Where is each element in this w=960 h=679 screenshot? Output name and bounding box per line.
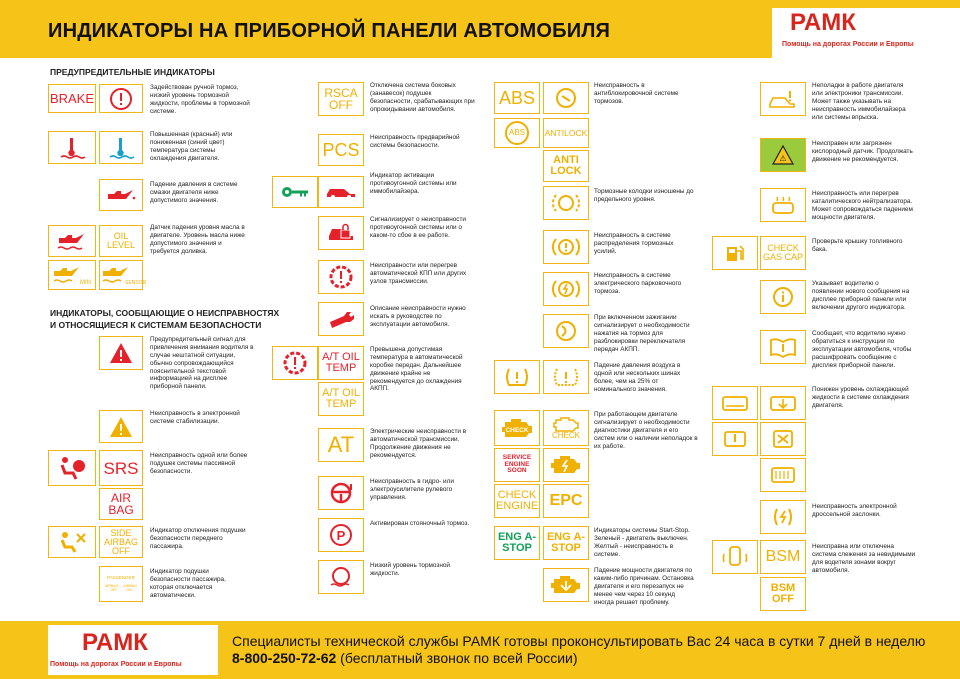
oil-level-text-indicator: OIL LEVEL <box>99 225 143 257</box>
transmission-gear-icon <box>318 260 364 294</box>
footer-phone-note: (бесплатный звонок по всей России) <box>336 650 578 666</box>
coolant-level-tank-icon <box>712 386 758 420</box>
oil-min-icon <box>48 260 96 290</box>
svg-text:P: P <box>336 528 346 543</box>
footer-phone-line <box>232 650 578 666</box>
abs-text-indicator: ABS <box>494 82 540 114</box>
coolant-tank-thermo-icon <box>712 422 758 456</box>
service-engine-soon-indicator: SERVICE ENGINE SOON <box>494 448 540 482</box>
coolant-temp-blue-icon <box>99 131 143 164</box>
oil-sensor-icon <box>99 260 147 290</box>
desc-bsm: Неисправна или отключена система слежения за невидимыми для водителя зонами вокруг автомобиля. <box>812 543 916 574</box>
logo-tagline: Помощь на дорогах России и Европы <box>782 41 914 48</box>
desc-oil-pressure: Падение давления в системе смазки двигателя ниже допустимого значения. <box>150 181 238 204</box>
logo-text: РАМК <box>790 9 856 36</box>
immobilizer-car-icon <box>318 176 364 208</box>
gas-cap-pump-icon <box>712 236 758 270</box>
bsm-car-icon <box>712 540 758 574</box>
eng-astop-yellow-indicator: ENG A-STOP <box>543 526 589 560</box>
svg-text:⚠: ⚠ <box>779 154 787 163</box>
srs-text-indicator: SRS <box>99 450 143 486</box>
side-airbag-off-text-indicator: SIDE AIRBAG OFF <box>99 526 143 558</box>
section-warning-title: ПРЕДУПРЕДИТЕЛЬНЫЕ ИНДИКАТОРЫ <box>50 67 215 77</box>
desc-pads: Тормозные колодки изношены до предельного уровня. <box>594 188 694 203</box>
svg-text:CHECK: CHECK <box>505 427 529 434</box>
radiator-icon <box>760 458 806 492</box>
footer-logo-text: РАМК <box>82 629 148 656</box>
passenger-airbag-indicator: PASSENGER AIRBAG AIRBAG OFF ON <box>99 566 143 602</box>
abs-ring-icon: ABS <box>494 118 540 148</box>
footer-logo-tagline: Помощь на дорогах России и Европы <box>50 661 182 668</box>
rsca-off-text-indicator: RSCA OFF <box>318 82 364 116</box>
desc-steering: Неисправность в гидро- или электроусилителе рулевого управления. <box>370 478 454 501</box>
tire-pressure-alt-icon <box>543 360 589 394</box>
desc-malfunction: Неполадки в работе двигателя или электроники трансмиссии. Может также указывать на неисправность иммобилайзера или системы впрыска. <box>812 82 906 121</box>
desc-wrench: Описание неисправности нужно искать в руководстве по эксплуатации автомобиля. <box>370 305 466 328</box>
immobilizer-key-icon <box>272 176 318 208</box>
at-oil-temp-red-indicator: A/T OIL TEMP <box>318 346 364 380</box>
desc-at: Электрические неисправности в автоматической трансмиссии. Продолжение движения не рекомендуется. <box>370 428 467 459</box>
antilock-text-indicator: ANTILOCK <box>543 118 589 148</box>
warning-triangle-red-icon <box>99 336 143 370</box>
desc-shift: При включенном зажигании сигнализирует о необходимости нажатия на тормоз для разблокировки переключателя передач АКПП. <box>594 314 690 353</box>
desc-at-oil-temp: Превышена допустимая температура в автоматической коробке передач. Дальнейшее движение крайне не рекомендуется до охлаждения АКПП. <box>370 346 463 393</box>
at-oil-gear-icon <box>272 346 318 380</box>
epc-text-indicator: EPC <box>543 484 589 518</box>
desc-epb: Неисправность в системе электрического парковочного тормоза. <box>594 272 682 295</box>
coolant-level-arrow-icon <box>760 386 806 420</box>
header-logo <box>772 8 960 60</box>
desc-warning: Предупредительный сигнал для привлечения внимания водителя в случае нештатной ситуации, обычно сопровождающийся пояснительной текстовой информацией на дисплее приборной панели. <box>150 336 254 391</box>
manual-book-icon <box>760 330 806 364</box>
desc-tire: Падение давления воздуха в одной или нескольких шинах более, чем на 25% от номинального значения. <box>594 362 681 393</box>
desc-passenger-airbag: Индикатор подушки безопасности пассажира, которая отключается автоматически. <box>150 568 226 599</box>
check-gas-cap-text-indicator: CHECK GAS CAP <box>760 236 806 270</box>
air-bag-text-indicator: AIR BAG <box>99 488 143 520</box>
desc-stability: Неисправность в электронной системе стабилизации. <box>150 410 240 425</box>
brake-circle-icon <box>99 84 143 113</box>
power-loss-engine-icon <box>543 568 589 602</box>
brake-text-indicator: BRAKE <box>48 84 96 113</box>
desc-gas-cap: Проверьте крышку топливного бака. <box>812 238 903 253</box>
desc-pcs: Неисправность предварийной системы безопасности. <box>370 134 460 149</box>
desc-oxygen: Неисправен или загрязнен кислородный датчик. Продолжать движение не рекомендуется. <box>812 140 913 163</box>
malfunction-car-icon <box>760 82 806 116</box>
desc-oil-level: Датчик падения уровня масла в двигателе. Уровень масла ниже допустимого значения и требуется доливка. <box>150 224 245 255</box>
oil-level-red-icon <box>48 225 96 257</box>
brake-fluid-icon <box>318 560 364 594</box>
page-title: ИНДИКАТОРЫ НА ПРИБОРНОЙ ПАНЕЛИ АВТОМОБИЛЯ <box>48 20 611 42</box>
desc-immobilizer: Индикатор активации противоугонной системы или иммобилайзера. <box>370 172 457 195</box>
airbag-off-person-icon <box>48 526 96 558</box>
svg-text:MIN: MIN <box>80 280 91 286</box>
desc-engine-check: При работающем двигателе сигнализирует о необходимости диагностики двигателя и его систем или о наличии неполадок в их работе. <box>594 411 698 450</box>
footer-service-text: Специалисты технической службы РАМК готовы проконсультировать Вас 24 часа в сутки 7 дней в неделю <box>232 633 926 649</box>
catalyst-icon <box>760 188 806 222</box>
desc-brake-fluid: Низкий уровень тормозной жидкости. <box>370 562 450 577</box>
airbag-person-icon <box>48 450 96 486</box>
check-engine-shape-icon <box>494 410 540 446</box>
at-text-indicator: AT <box>318 428 364 462</box>
check-engine-text-indicator: CHECK ENGINE <box>494 484 540 518</box>
anti-lock-text-indicator: ANTI LOCK <box>543 150 589 182</box>
bsm-off-text-indicator: BSM OFF <box>760 577 806 611</box>
desc-start-stop: Индикаторы системы Start-Stop. Зеленый - двигатель выключен. Желтый - неисправность в системе. <box>594 527 690 558</box>
engine-lightning-icon <box>543 448 589 482</box>
desc-info: Указывает водителю о появлении нового сообщения на дисплее приборной панели или включении другого индикатора. <box>812 280 910 311</box>
pcs-text-indicator: PCS <box>318 134 364 166</box>
parking-brake-icon <box>318 518 364 552</box>
desc-rsca: Отключена система боковых (занавесок) подушек безопасности, срабатывающих при опрокидывании автомобиля. <box>370 82 475 113</box>
tire-pressure-icon <box>494 360 540 394</box>
throttle-icon <box>760 500 806 534</box>
check-engine-outline-icon: CHECK <box>543 410 589 446</box>
desc-abs: Неисправность в антиблокировочной системе тормозов. <box>594 82 679 105</box>
desc-transmission: Неисправности или перегрев автоматической КПП или других узлов трансмиссии. <box>370 262 467 285</box>
desc-power-loss: Падение мощности двигателя по каким-либо причинам. Остановка двигателя и его перезапуск не менее чем через 10 секунд иногда решает проблему. <box>594 567 694 606</box>
eng-astop-green-indicator: ENG A-STOP <box>494 526 540 560</box>
shift-lock-icon <box>543 314 589 348</box>
desc-throttle: Неисправность электронной дроссельной заслонки. <box>812 503 897 518</box>
radiator-cross-icon <box>760 422 806 456</box>
wrench-icon <box>318 302 364 336</box>
at-oil-temp-yellow-indicator: A/T OIL TEMP <box>318 382 364 416</box>
desc-manual: Сообщает, что водителю нужно обратиться к инструкции по эксплуатации автомобиля, чтобы расшифровать сообщение с дисплея приборной панели. <box>812 330 912 369</box>
footer-phone-number[interactable]: 8-800-250-72-62 <box>232 650 337 666</box>
brake-pads-icon <box>543 186 589 220</box>
brake-distribution-icon <box>543 230 589 264</box>
bsm-text-indicator: BSM <box>760 540 806 574</box>
desc-antitheft: Сигнализирует о неисправности противоугонной системы или о каком-то сбое в ее работе. <box>370 216 466 239</box>
antitheft-car-lock-icon <box>318 216 364 250</box>
steering-wheel-icon <box>318 476 364 510</box>
desc-coolant-level: Понижен уровень охлаждающей жидкости в системе охлаждения двигателя. <box>812 386 909 409</box>
desc-srs: Неисправность одной или более подушек системы пассивной безопасности. <box>150 452 248 475</box>
desc-passenger-airbag-off: Индикатор отключения подушки безопасности переднего пассажира. <box>150 527 246 550</box>
desc-distribution: Неисправность в системе распределения тормозных усилий. <box>594 232 674 255</box>
footer-logo <box>48 625 218 675</box>
info-circle-icon <box>760 280 806 314</box>
epb-icon <box>543 272 589 306</box>
svg-text:SENSOR: SENSOR <box>125 280 147 286</box>
stability-triangle-icon <box>99 410 143 443</box>
desc-brake: Задействован ручной тормоз, низкий уровень тормозной жидкости, проблемы в тормозной системе. <box>150 84 250 115</box>
desc-parking: Активирован стояночный тормоз. <box>370 520 470 527</box>
oil-pressure-icon <box>99 179 143 211</box>
desc-catalyst: Неисправность или перегрев каталитического нейтрализатора. Может сопровождаться падением мощности двигателя. <box>812 190 913 221</box>
section-faults-title: ИНДИКАТОРЫ, СООБЩАЮЩИЕ О НЕИСПРАВНОСТЯХ И ОТНОСЯЩИЕСЯ К СИСТЕМАМ БЕЗОПАСНОСТИ <box>50 308 280 330</box>
coolant-temp-red-icon <box>48 131 96 164</box>
oxygen-sensor-icon <box>760 138 806 172</box>
desc-coolant: Повышенная (красный) или пониженная (синий цвет) температура системы охлаждения двигателя. <box>150 131 233 162</box>
abs-circle-icon <box>543 82 589 114</box>
